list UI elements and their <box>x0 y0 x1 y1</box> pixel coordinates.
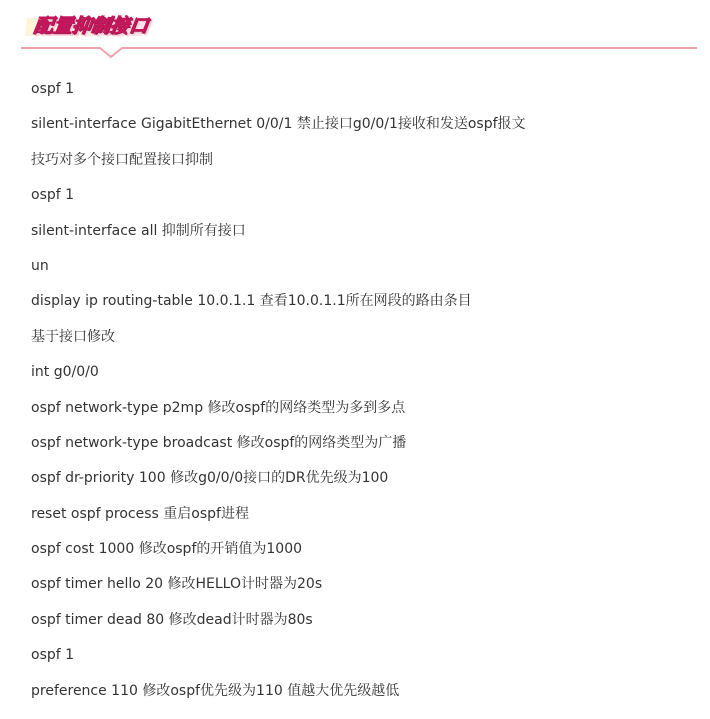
text-line: 基于接口修改 <box>31 328 115 345</box>
text-line: ospf timer hello 20 修改HELLO计时器为20s <box>31 576 323 593</box>
text-line: ospf network-type broadcast 修改ospf的网络类型为广播 <box>31 434 407 451</box>
text-line: silent-interface all 抑制所有接口 <box>31 222 246 239</box>
section-header <box>0 0 710 64</box>
text-line: reset ospf process 重启ospf进程 <box>31 505 249 522</box>
text-line: 技巧对多个接口配置接口抑制 <box>31 151 213 168</box>
text-line: ospf cost 1000 修改ospf的开销值为1000 <box>31 541 303 558</box>
text-line: un <box>31 257 49 274</box>
section-title: 配置抑制接口 <box>32 15 150 37</box>
divider-with-notch <box>21 46 697 62</box>
text-line: ospf dr-priority 100 修改g0/0/0接口的DR优先级为100 <box>31 470 389 487</box>
text-line: int g0/0/0 <box>31 364 99 381</box>
text-line: ospf 1 <box>31 187 75 204</box>
text-line: ospf network-type p2mp 修改ospf的网络类型为多到多点 <box>31 399 406 416</box>
text-line: ospf 1 <box>31 647 75 664</box>
text-line: silent-interface GigabitEthernet 0/0/1 禁止接口g0/0/1接收和发送ospf报文 <box>31 116 526 133</box>
text-line: ospf 1 <box>31 81 75 97</box>
text-line: preference 110 修改ospf优先级为110 值越大优先级越低 <box>31 682 400 699</box>
text-line: display ip routing-table 10.0.1.1 查看10.0.1.1所在网段的路由条目 <box>31 293 472 310</box>
article-body <box>31 79 691 716</box>
text-line: ospf timer dead 80 修改dead计时器为80s <box>31 611 313 628</box>
